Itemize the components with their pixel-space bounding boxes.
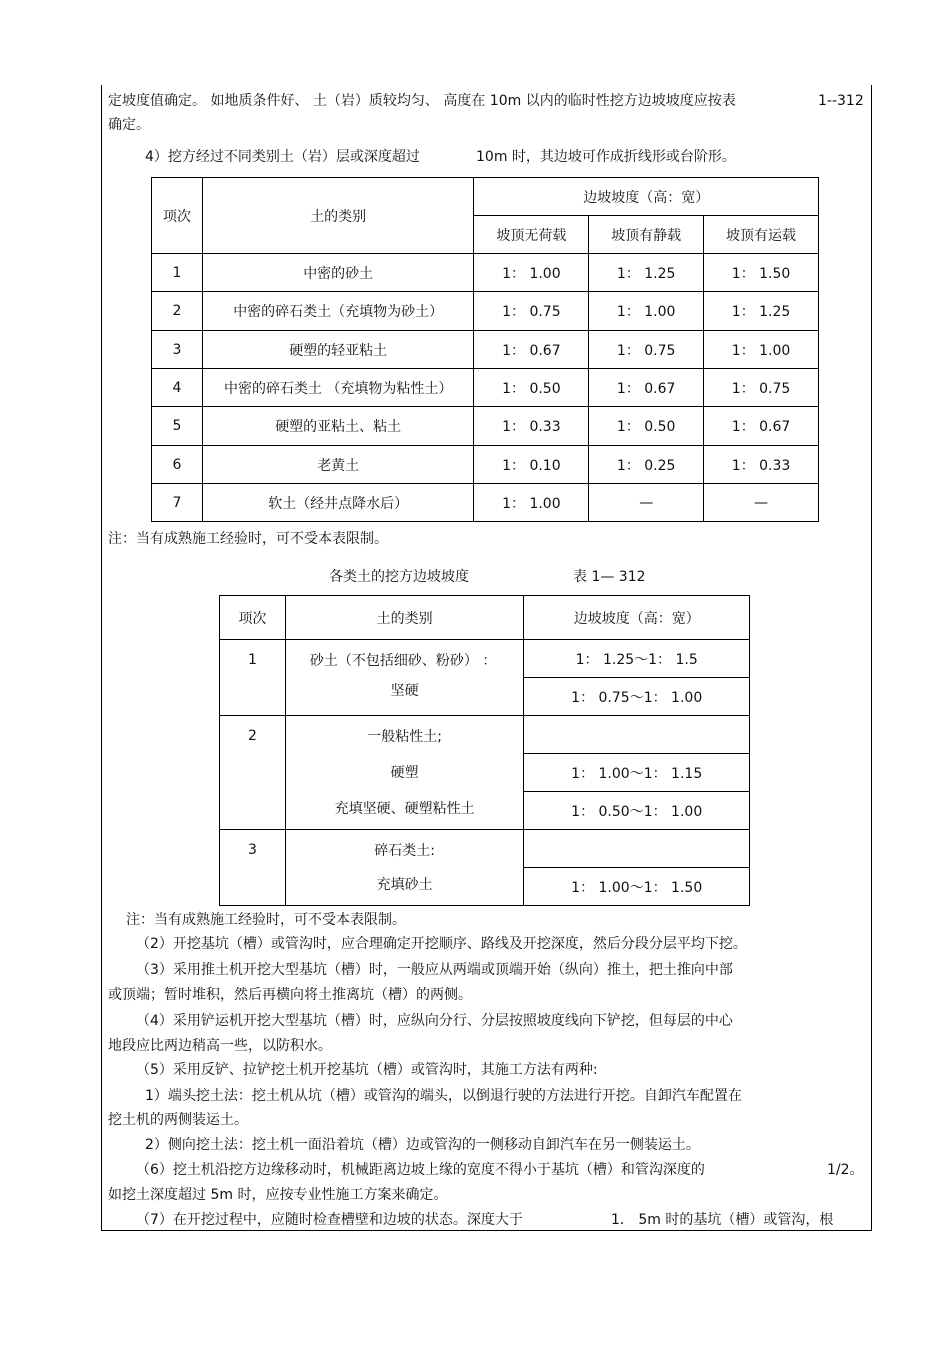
group3-soil [285, 830, 524, 906]
row-c1: 1： 0.67 [474, 331, 589, 369]
table-row [152, 484, 819, 522]
paragraph-3-line2: 或顶端；暂时堆积，然后再横向将土推离坑（槽）的两侧。 [108, 987, 472, 1003]
group2-soil [285, 716, 524, 830]
table-ref [818, 92, 864, 110]
row-c1: 1： 0.75 [474, 292, 589, 331]
group2-value3: 1： 0.50～1： 1.00 [524, 792, 750, 830]
item-4-end: 10m 时，其边坡可作成折线形或台阶形。 [476, 149, 736, 165]
row-no: 6 [152, 446, 203, 484]
paragraph-7-end: 1． 5m 时的基坑（槽）或管沟，根 [611, 1212, 834, 1228]
row-soil: 硬塑的亚粘土、粘土 [202, 407, 474, 446]
method-2: 2）侧向挖土法：挖土机一面沿着坑（槽）边或管沟的一侧移动自卸汽车在另一侧装运土。 [145, 1137, 700, 1153]
row-c1: 1： 0.50 [474, 369, 589, 407]
table-row [152, 446, 819, 484]
paragraph-6-line1: （6）挖土机沿挖方边缘移动时，机械距离边坡上缘的宽度不得小于基坑（槽）和管沟深度的 [136, 1162, 705, 1178]
row-c1: 1： 1.00 [474, 254, 589, 292]
row-soil: 中密的碎石类土（充填物为砂土） [202, 292, 474, 331]
row-no: 5 [152, 407, 203, 446]
row-c3: 1： 0.67 [704, 407, 819, 446]
table-row [152, 407, 819, 446]
row-c3: 1： 0.75 [704, 369, 819, 407]
group2-soil-line2: 硬塑 [390, 765, 419, 781]
paragraph-7-line1: （7）在开挖过程中，应随时检查槽壁和边坡的状态。深度大于 [136, 1212, 523, 1228]
group1-value1: 1： 1.25～1： 1.5 [524, 640, 750, 678]
header-slope: 边坡坡度（高：宽） [474, 178, 819, 216]
row-c3: 1： 1.00 [704, 331, 819, 369]
row-c2: 1： 1.00 [589, 292, 704, 331]
row-soil: 中密的碎石类土 （充填物为粘性土） [202, 369, 474, 407]
intro-text: 定坡度值确定。 如地质条件好、 土（岩）质较均匀、 高度在 10m 以内的临时性挖方边坡坡度应按表 [108, 93, 736, 109]
row-c1: 1： 0.33 [474, 407, 589, 446]
group2-value2: 1： 1.00～1： 1.15 [524, 754, 750, 792]
header-soil: 土的类别 [202, 178, 474, 254]
group1-soil-line2: 坚硬 [390, 683, 419, 699]
group1-value2: 1： 0.75～1： 1.00 [524, 678, 750, 716]
table2-note: 注：当有成熟施工经验时，可不受本表限制。 [126, 912, 406, 928]
row-c3: 1： 1.50 [704, 254, 819, 292]
paragraph-3-line1: （3）采用推土机开挖大型基坑（槽）时，一般应从两端或顶端开始（纵向）推土，把土推向中部 [136, 962, 733, 978]
intro-line-2: 确定。 [108, 117, 150, 133]
paragraph-6-line2: 如挖土深度超过 5m 时，应按专业性施工方案来确定。 [108, 1187, 448, 1203]
header-moving-load: 坡顶有运载 [704, 216, 819, 254]
group3-soil-line1: 碎石类土: [374, 843, 435, 859]
group3-no: 3 [220, 830, 286, 906]
row-c3: — [704, 484, 819, 522]
row-c3: 1： 1.25 [704, 292, 819, 331]
row-c2: 1： 0.75 [589, 331, 704, 369]
row-soil: 中密的砂土 [202, 254, 474, 292]
row-c1: 1： 0.10 [474, 446, 589, 484]
header-slope: 边坡坡度（高：宽） [524, 596, 750, 640]
group3-value2: 1： 1.00～1： 1.50 [524, 868, 750, 906]
group2-no: 2 [220, 716, 286, 830]
row-c2: 1： 0.25 [589, 446, 704, 484]
intro-line-1 [108, 92, 736, 110]
paragraph-4-line1: （4）采用铲运机开挖大型基坑（槽）时，应纵向分行、分层按照坡度线向下铲挖，但每层的中心 [136, 1013, 733, 1029]
paragraph-4-line2: 地段应比两边稍高一些，以防积水。 [108, 1038, 332, 1054]
header-no-load: 坡顶无荷载 [474, 216, 589, 254]
table1-note: 注：当有成熟施工经验时，可不受本表限制。 [108, 531, 388, 547]
row-c2: 1： 1.25 [589, 254, 704, 292]
header-index: 项次 [152, 178, 203, 254]
method-1-line2: 挖土机的两侧装运土。 [108, 1112, 248, 1128]
table-row [152, 331, 819, 369]
table-ref-text: 1--312 [818, 93, 864, 109]
row-no: 2 [152, 292, 203, 331]
row-soil: 软土（经井点降水后） [202, 484, 474, 522]
row-c1: 1： 1.00 [474, 484, 589, 522]
row-soil: 硬塑的轻亚粘土 [202, 331, 474, 369]
table2-number: 表 1— 312 [573, 569, 646, 585]
group1-soil [285, 640, 524, 716]
group3-value1 [524, 830, 750, 868]
slope-table-1 [151, 177, 819, 522]
table-row [152, 254, 819, 292]
row-c2: 1： 0.50 [589, 407, 704, 446]
header-index: 项次 [220, 596, 286, 640]
row-no: 7 [152, 484, 203, 522]
group2-soil-line1: 一般粘性土; [367, 729, 442, 745]
paragraph-2: （2）开挖基坑（槽）或管沟时，应合理确定开挖顺序、路线及开挖深度，然后分段分层平均下挖。 [136, 936, 747, 952]
slope-table-2 [219, 595, 750, 906]
group1-no: 1 [220, 640, 286, 716]
row-no: 3 [152, 331, 203, 369]
group3-soil-line2: 充填砂土 [376, 877, 433, 893]
group1-soil-line1: 砂土（不包括细砂、粉砂） ： [309, 653, 497, 669]
row-c2: — [589, 484, 704, 522]
row-c2: 1： 0.67 [589, 369, 704, 407]
table-row [152, 292, 819, 331]
method-1-line1: 1）端头挖土法：挖土机从坑（槽）或管沟的端头，以倒退行驶的方法进行开挖。自卸汽车配置在 [145, 1088, 742, 1104]
row-no: 1 [152, 254, 203, 292]
table-row [152, 369, 819, 407]
table2-caption: 各类土的挖方边坡坡度 [329, 569, 469, 585]
header-soil: 土的类别 [285, 596, 524, 640]
paragraph-5: （5）采用反铲、拉铲挖土机开挖基坑（槽）或管沟时，其施工方法有两种: [136, 1062, 598, 1078]
row-no: 4 [152, 369, 203, 407]
group2-soil-line3: 充填坚硬、硬塑粘性土 [334, 801, 475, 817]
paragraph-6-end: 1/2。 [827, 1162, 864, 1178]
item-4 [145, 148, 420, 166]
item-4-text: 4）挖方经过不同类别土（岩）层或深度超过 [145, 149, 420, 165]
header-static-load: 坡顶有静载 [589, 216, 704, 254]
group2-value1 [524, 716, 750, 754]
row-soil: 老黄土 [202, 446, 474, 484]
row-c3: 1： 0.33 [704, 446, 819, 484]
